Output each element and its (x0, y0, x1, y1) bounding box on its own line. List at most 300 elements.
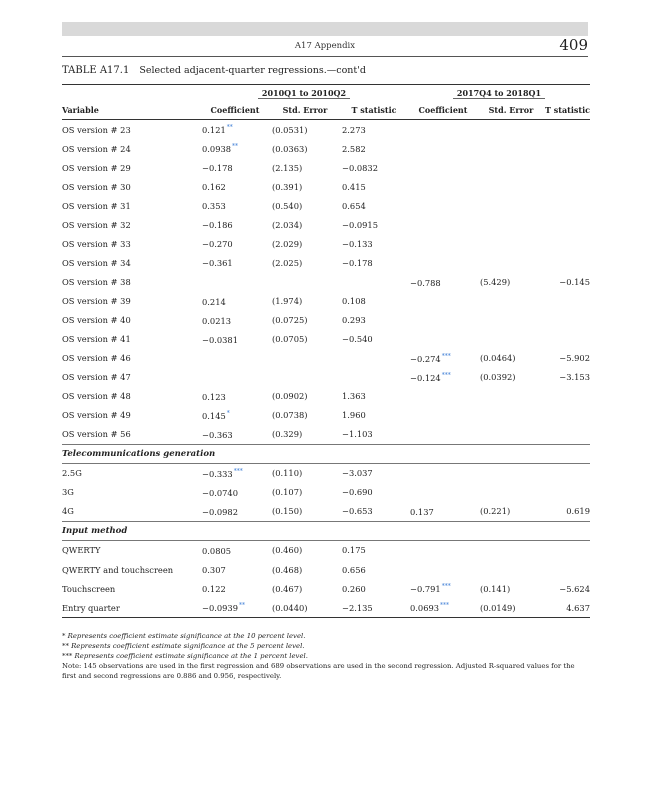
table-row (62, 502, 590, 522)
coef-2017-value: −0.788 (410, 277, 441, 288)
variable-name-value: OS version # 40 (62, 314, 131, 325)
stderr-2010-value: (0.391) (272, 181, 303, 192)
coef-2010-value: −0.186 (202, 220, 233, 231)
tstat-2010-value: 1.960 (342, 410, 366, 421)
stderr-2017 (478, 177, 544, 196)
stderr-2017 (478, 196, 544, 215)
tstat-2010 (340, 502, 408, 522)
tstat-2010-value: −3.037 (342, 468, 373, 479)
stderr-2010 (270, 368, 340, 387)
stderr-2017 (478, 502, 544, 522)
tstat-2010-value: −0.540 (342, 334, 373, 345)
coef-2017 (408, 330, 478, 349)
stderr-2017 (478, 540, 544, 560)
coef-2010 (200, 291, 270, 310)
stderr-2010 (270, 598, 340, 618)
stderr-2017 (478, 406, 544, 425)
table-row (62, 463, 590, 483)
stderr-2010-value: (0.0902) (272, 391, 308, 402)
col-header-t-statistic-2: T statistic (544, 101, 590, 120)
tstat-2017 (544, 330, 590, 349)
stderr-2010-value: (1.974) (272, 295, 303, 306)
coef-2017 (408, 215, 478, 234)
stderr-2017-value: (0.0392) (480, 372, 516, 383)
tstat-2010 (340, 483, 408, 502)
tstat-2017 (544, 234, 590, 253)
coef-2010-value: 0.145 (202, 410, 226, 421)
coef-2010-value: 0.122 (202, 583, 226, 594)
section-label: Telecommunications generation (62, 444, 590, 463)
significance-stars: ** (232, 143, 239, 151)
stderr-2017 (478, 387, 544, 406)
stderr-2010-value: (0.107) (272, 487, 303, 498)
tstat-2017 (544, 139, 590, 158)
tstat-2010-value: −0.690 (342, 487, 373, 498)
tstat-2017 (544, 368, 590, 387)
variable-name-value: OS version # 29 (62, 162, 131, 173)
coef-2010 (200, 560, 270, 579)
table-row (62, 139, 590, 158)
coef-2017-value: −0.274 (410, 353, 441, 364)
tstat-2010 (340, 291, 408, 310)
variable-name-value: 3G (62, 487, 74, 498)
coef-2010 (200, 139, 270, 158)
variable-name (62, 158, 200, 177)
stderr-2010 (270, 406, 340, 425)
variable-name-value: Entry quarter (62, 602, 120, 613)
variable-name (62, 215, 200, 234)
stderr-2010 (270, 177, 340, 196)
tstat-2017 (544, 406, 590, 425)
note-significance-5: ** Represents coefficient estimate significance at the 5 percent level. (62, 642, 305, 650)
variable-name-value: QWERTY and touchscreen (62, 564, 174, 575)
stderr-2010 (270, 310, 340, 329)
stderr-2010 (270, 483, 340, 502)
table-row (62, 330, 590, 349)
coef-2010-value: −0.333 (202, 468, 233, 479)
variable-name (62, 234, 200, 253)
stderr-2017 (478, 120, 544, 140)
table-caption (62, 65, 366, 76)
table-notes (62, 631, 588, 681)
col-header-std-error-2: Std. Error (478, 101, 544, 120)
coef-2010-value: 0.353 (202, 201, 226, 212)
tstat-2010-value: −1.103 (342, 429, 373, 440)
stderr-2010 (270, 234, 340, 253)
tstat-2010-value: 2.273 (342, 124, 366, 135)
stderr-2010-value: (2.034) (272, 219, 303, 230)
coef-2010-value: 0.162 (202, 182, 226, 193)
stderr-2010-value: (0.0738) (272, 410, 308, 421)
col-header-coefficient: Coefficient (200, 101, 270, 120)
stderr-2017 (478, 272, 544, 291)
tstat-2010-value: 0.108 (342, 295, 366, 306)
coef-2010 (200, 330, 270, 349)
table-row (62, 272, 590, 291)
stderr-2017-value: (0.141) (480, 583, 511, 594)
table-row (62, 215, 590, 234)
variable-name (62, 598, 200, 618)
stderr-2017-value: (0.0464) (480, 353, 516, 364)
page-top-bar (62, 22, 588, 36)
coef-2017 (408, 425, 478, 445)
coef-2017 (408, 502, 478, 522)
stderr-2010 (270, 579, 340, 598)
variable-name (62, 463, 200, 483)
stderr-2010 (270, 349, 340, 368)
tstat-2010-value: 0.175 (342, 545, 366, 556)
tstat-2017-value: −5.902 (559, 353, 590, 364)
significance-stars: ** (226, 124, 233, 132)
coef-2017 (408, 540, 478, 560)
tstat-2010-value: 0.654 (342, 200, 366, 211)
tstat-2017 (544, 540, 590, 560)
stderr-2010 (270, 387, 340, 406)
stderr-2010 (270, 253, 340, 272)
stderr-2010-value: (0.0363) (272, 143, 308, 154)
table-row (62, 425, 590, 445)
tstat-2010-value: 0.260 (342, 583, 366, 594)
coef-2010-value: −0.361 (202, 258, 233, 269)
variable-name-value: OS version # 46 (62, 353, 131, 364)
stderr-2010-value: (0.540) (272, 200, 303, 211)
variable-name (62, 272, 200, 291)
stderr-2010 (270, 560, 340, 579)
variable-name-value: OS version # 56 (62, 429, 131, 440)
regression-table (62, 84, 590, 618)
stderr-2010-value: (2.025) (272, 257, 303, 268)
stderr-2010 (270, 272, 340, 291)
stderr-2010-value: (2.135) (272, 162, 303, 173)
coef-2010 (200, 158, 270, 177)
tstat-2017 (544, 463, 590, 483)
tstat-2010-value: −0.653 (342, 506, 373, 517)
table-row (62, 234, 590, 253)
coef-2010 (200, 540, 270, 560)
coef-2010 (200, 196, 270, 215)
tstat-2010 (340, 540, 408, 560)
stderr-2017 (478, 368, 544, 387)
stderr-2010-value: (0.460) (272, 545, 303, 556)
variable-name-value: 4G (62, 506, 74, 517)
coef-2017 (408, 406, 478, 425)
coef-2010 (200, 406, 270, 425)
variable-name (62, 349, 200, 368)
stderr-2010 (270, 120, 340, 140)
section-label: Input method (62, 521, 590, 540)
running-header: A17 Appendix (294, 41, 356, 51)
coef-2010 (200, 425, 270, 445)
stderr-2017 (478, 291, 544, 310)
stderr-2017 (478, 139, 544, 158)
tstat-2017 (544, 502, 590, 522)
coef-2017 (408, 120, 478, 140)
coef-2010 (200, 349, 270, 368)
tstat-2010 (340, 579, 408, 598)
variable-name-value: OS version # 32 (62, 219, 131, 230)
table-row (62, 349, 590, 368)
tstat-2017 (544, 483, 590, 502)
variable-name (62, 139, 200, 158)
note-significance-10: * Represents coefficient estimate significance at the 10 percent level. (62, 632, 306, 640)
coef-2017 (408, 253, 478, 272)
variable-name-value: OS version # 39 (62, 295, 131, 306)
tstat-2017 (544, 560, 590, 579)
tstat-2010 (340, 177, 408, 196)
significance-stars: *** (441, 352, 451, 360)
variable-name (62, 368, 200, 387)
column-header-row (62, 101, 590, 120)
table-row (62, 387, 590, 406)
tstat-2010-value: 2.582 (342, 143, 366, 154)
coef-2010-value: 0.121 (202, 124, 226, 135)
coef-2010 (200, 234, 270, 253)
coef-2017 (408, 349, 478, 368)
variable-name-value: QWERTY (62, 545, 101, 556)
stderr-2010 (270, 158, 340, 177)
coef-2017-value: 0.137 (410, 506, 434, 517)
variable-name-value: OS version # 49 (62, 410, 131, 421)
tstat-2010 (340, 463, 408, 483)
stderr-2017 (478, 234, 544, 253)
table-row (62, 158, 590, 177)
variable-name-value: 2.5G (62, 468, 82, 479)
coef-2010 (200, 120, 270, 140)
coef-2017 (408, 387, 478, 406)
tstat-2010-value: 0.415 (342, 181, 366, 192)
variable-name (62, 406, 200, 425)
tstat-2010 (340, 387, 408, 406)
table-row (62, 406, 590, 425)
stderr-2010-value: (2.029) (272, 238, 303, 249)
coef-2017 (408, 177, 478, 196)
col-header-variable: Variable (62, 101, 200, 120)
stderr-2010-value: (0.0705) (272, 334, 308, 345)
tstat-2017 (544, 196, 590, 215)
variable-name-value: OS version # 30 (62, 181, 131, 192)
stderr-2017 (478, 598, 544, 618)
variable-name (62, 291, 200, 310)
coef-2017 (408, 598, 478, 618)
coef-2017 (408, 272, 478, 291)
coef-2010 (200, 579, 270, 598)
tstat-2010-value: 0.293 (342, 314, 366, 325)
tstat-2017-value: −0.145 (559, 276, 590, 287)
variable-name (62, 330, 200, 349)
tstat-2017 (544, 310, 590, 329)
table-row (62, 120, 590, 140)
coef-2017 (408, 234, 478, 253)
coef-2010 (200, 387, 270, 406)
table-title: Selected adjacent-quarter regressions.—cont'd (139, 65, 366, 76)
coef-2010-value: 0.0213 (202, 315, 232, 326)
table-row (62, 560, 590, 579)
coef-2010 (200, 177, 270, 196)
stderr-2017 (478, 215, 544, 234)
significance-stars: *** (441, 583, 451, 591)
tstat-2017 (544, 120, 590, 140)
coef-2017 (408, 368, 478, 387)
tstat-2017 (544, 387, 590, 406)
coef-2010-value: −0.270 (202, 239, 233, 250)
coef-2010-value: 0.0805 (202, 545, 232, 556)
coef-2010-value: 0.214 (202, 296, 226, 307)
tstat-2010-value: −0.0832 (342, 162, 378, 173)
table-row (62, 177, 590, 196)
stderr-2010 (270, 502, 340, 522)
table-row (62, 598, 590, 618)
table-number: TABLE A17.1 (62, 65, 130, 76)
coef-2010 (200, 310, 270, 329)
variable-name (62, 177, 200, 196)
variable-name (62, 253, 200, 272)
stderr-2017 (478, 463, 544, 483)
variable-name-value: OS version # 23 (62, 124, 131, 135)
coef-2010 (200, 598, 270, 618)
tstat-2010-value: −0.0915 (342, 219, 378, 230)
coef-2017 (408, 483, 478, 502)
tstat-2010 (340, 215, 408, 234)
tstat-2017 (544, 425, 590, 445)
tstat-2010 (340, 120, 408, 140)
tstat-2017 (544, 291, 590, 310)
variable-name-value: OS version # 38 (62, 276, 131, 287)
coef-2017 (408, 579, 478, 598)
stderr-2010-value: (0.468) (272, 564, 303, 575)
variable-name (62, 120, 200, 140)
stderr-2017 (478, 579, 544, 598)
tstat-2017 (544, 579, 590, 598)
variable-name (62, 540, 200, 560)
stderr-2017 (478, 253, 544, 272)
variable-name (62, 196, 200, 215)
tstat-2010 (340, 330, 408, 349)
stderr-2010-value: (0.0725) (272, 314, 308, 325)
tstat-2010-value: −0.133 (342, 238, 373, 249)
coef-2017 (408, 310, 478, 329)
stderr-2010-value: (0.467) (272, 583, 303, 594)
table-row (62, 196, 590, 215)
stderr-2017-value: (5.429) (480, 276, 511, 287)
tstat-2017 (544, 158, 590, 177)
stderr-2017 (478, 349, 544, 368)
section-row (62, 521, 590, 540)
tstat-2010 (340, 368, 408, 387)
significance-stars: *** (233, 467, 243, 475)
variable-name (62, 310, 200, 329)
coef-2017 (408, 560, 478, 579)
tstat-2017 (544, 272, 590, 291)
table-row (62, 579, 590, 598)
note-significance-1: *** Represents coefficient estimate significance at the 1 percent level. (62, 652, 308, 660)
header-rule (62, 56, 588, 57)
stderr-2010-value: (0.150) (272, 506, 303, 517)
stderr-2010-value: (0.110) (272, 468, 303, 479)
tstat-2010 (340, 425, 408, 445)
coef-2010-value: −0.0381 (202, 334, 238, 345)
stderr-2010 (270, 196, 340, 215)
stderr-2010 (270, 463, 340, 483)
stderr-2017 (478, 158, 544, 177)
table-row (62, 253, 590, 272)
stderr-2017 (478, 310, 544, 329)
stderr-2010 (270, 540, 340, 560)
tstat-2010 (340, 349, 408, 368)
coef-2010 (200, 215, 270, 234)
tstat-2010 (340, 234, 408, 253)
note-observations: Note: 145 observations are used in the first regression and 689 observations are used in the second regression. Adjusted R-squared values for the first and second regressions are 0.886 and 0.956, respectively. (62, 662, 575, 680)
coef-2017-value: 0.0693 (410, 602, 440, 613)
col-header-coefficient-2: Coefficient (408, 101, 478, 120)
tstat-2010 (340, 310, 408, 329)
variable-name-value: OS version # 47 (62, 372, 131, 383)
tstat-2010-value: −0.178 (342, 257, 373, 268)
stderr-2010 (270, 139, 340, 158)
coef-2010 (200, 483, 270, 502)
page-number: 409 (559, 36, 588, 54)
tstat-2017 (544, 253, 590, 272)
col-header-std-error: Std. Error (270, 101, 340, 120)
table-row (62, 368, 590, 387)
variable-name-value: OS version # 31 (62, 200, 131, 211)
stderr-2010 (270, 425, 340, 445)
coef-2017-value: −0.124 (410, 372, 441, 383)
tstat-2017-value: 0.619 (566, 506, 590, 517)
tstat-2017-value: 4.637 (566, 602, 590, 613)
coef-2010-value: 0.0938 (202, 143, 232, 154)
variable-name-value: OS version # 24 (62, 143, 131, 154)
coef-2010 (200, 368, 270, 387)
stderr-2010 (270, 215, 340, 234)
tstat-2010 (340, 272, 408, 291)
stderr-2010-value: (0.0440) (272, 602, 308, 613)
tstat-2017 (544, 177, 590, 196)
tstat-2010 (340, 196, 408, 215)
coef-2010-value: 0.123 (202, 391, 226, 402)
tstat-2010 (340, 253, 408, 272)
variable-name-value: OS version # 41 (62, 334, 131, 345)
coef-2010-value: −0.178 (202, 163, 233, 173)
stderr-2010-value: (0.0531) (272, 124, 308, 135)
significance-stars: ** (238, 602, 245, 610)
variable-name (62, 560, 200, 579)
stderr-2017 (478, 483, 544, 502)
significance-stars: * (226, 409, 230, 417)
tstat-2010 (340, 139, 408, 158)
coef-2010-value: −0.0982 (202, 506, 238, 517)
variable-name-value: Touchscreen (62, 583, 116, 594)
table-row (62, 291, 590, 310)
coef-2010-value: 0.307 (202, 564, 226, 575)
tstat-2010-value: −2.135 (342, 602, 373, 613)
coef-2010 (200, 502, 270, 522)
tstat-2017 (544, 598, 590, 618)
coef-2010 (200, 253, 270, 272)
table-body (62, 120, 590, 618)
stderr-2017 (478, 330, 544, 349)
tstat-2017-value: −5.624 (559, 583, 590, 594)
tstat-2010-value: 1.363 (342, 391, 366, 402)
significance-stars: *** (440, 602, 450, 610)
tstat-2010 (340, 598, 408, 618)
stderr-2017 (478, 425, 544, 445)
stderr-2010 (270, 291, 340, 310)
stderr-2017 (478, 560, 544, 579)
tstat-2017 (544, 349, 590, 368)
table-row (62, 310, 590, 329)
coef-2010-value: −0.363 (202, 429, 233, 440)
tstat-2017-value: −3.153 (559, 372, 590, 383)
